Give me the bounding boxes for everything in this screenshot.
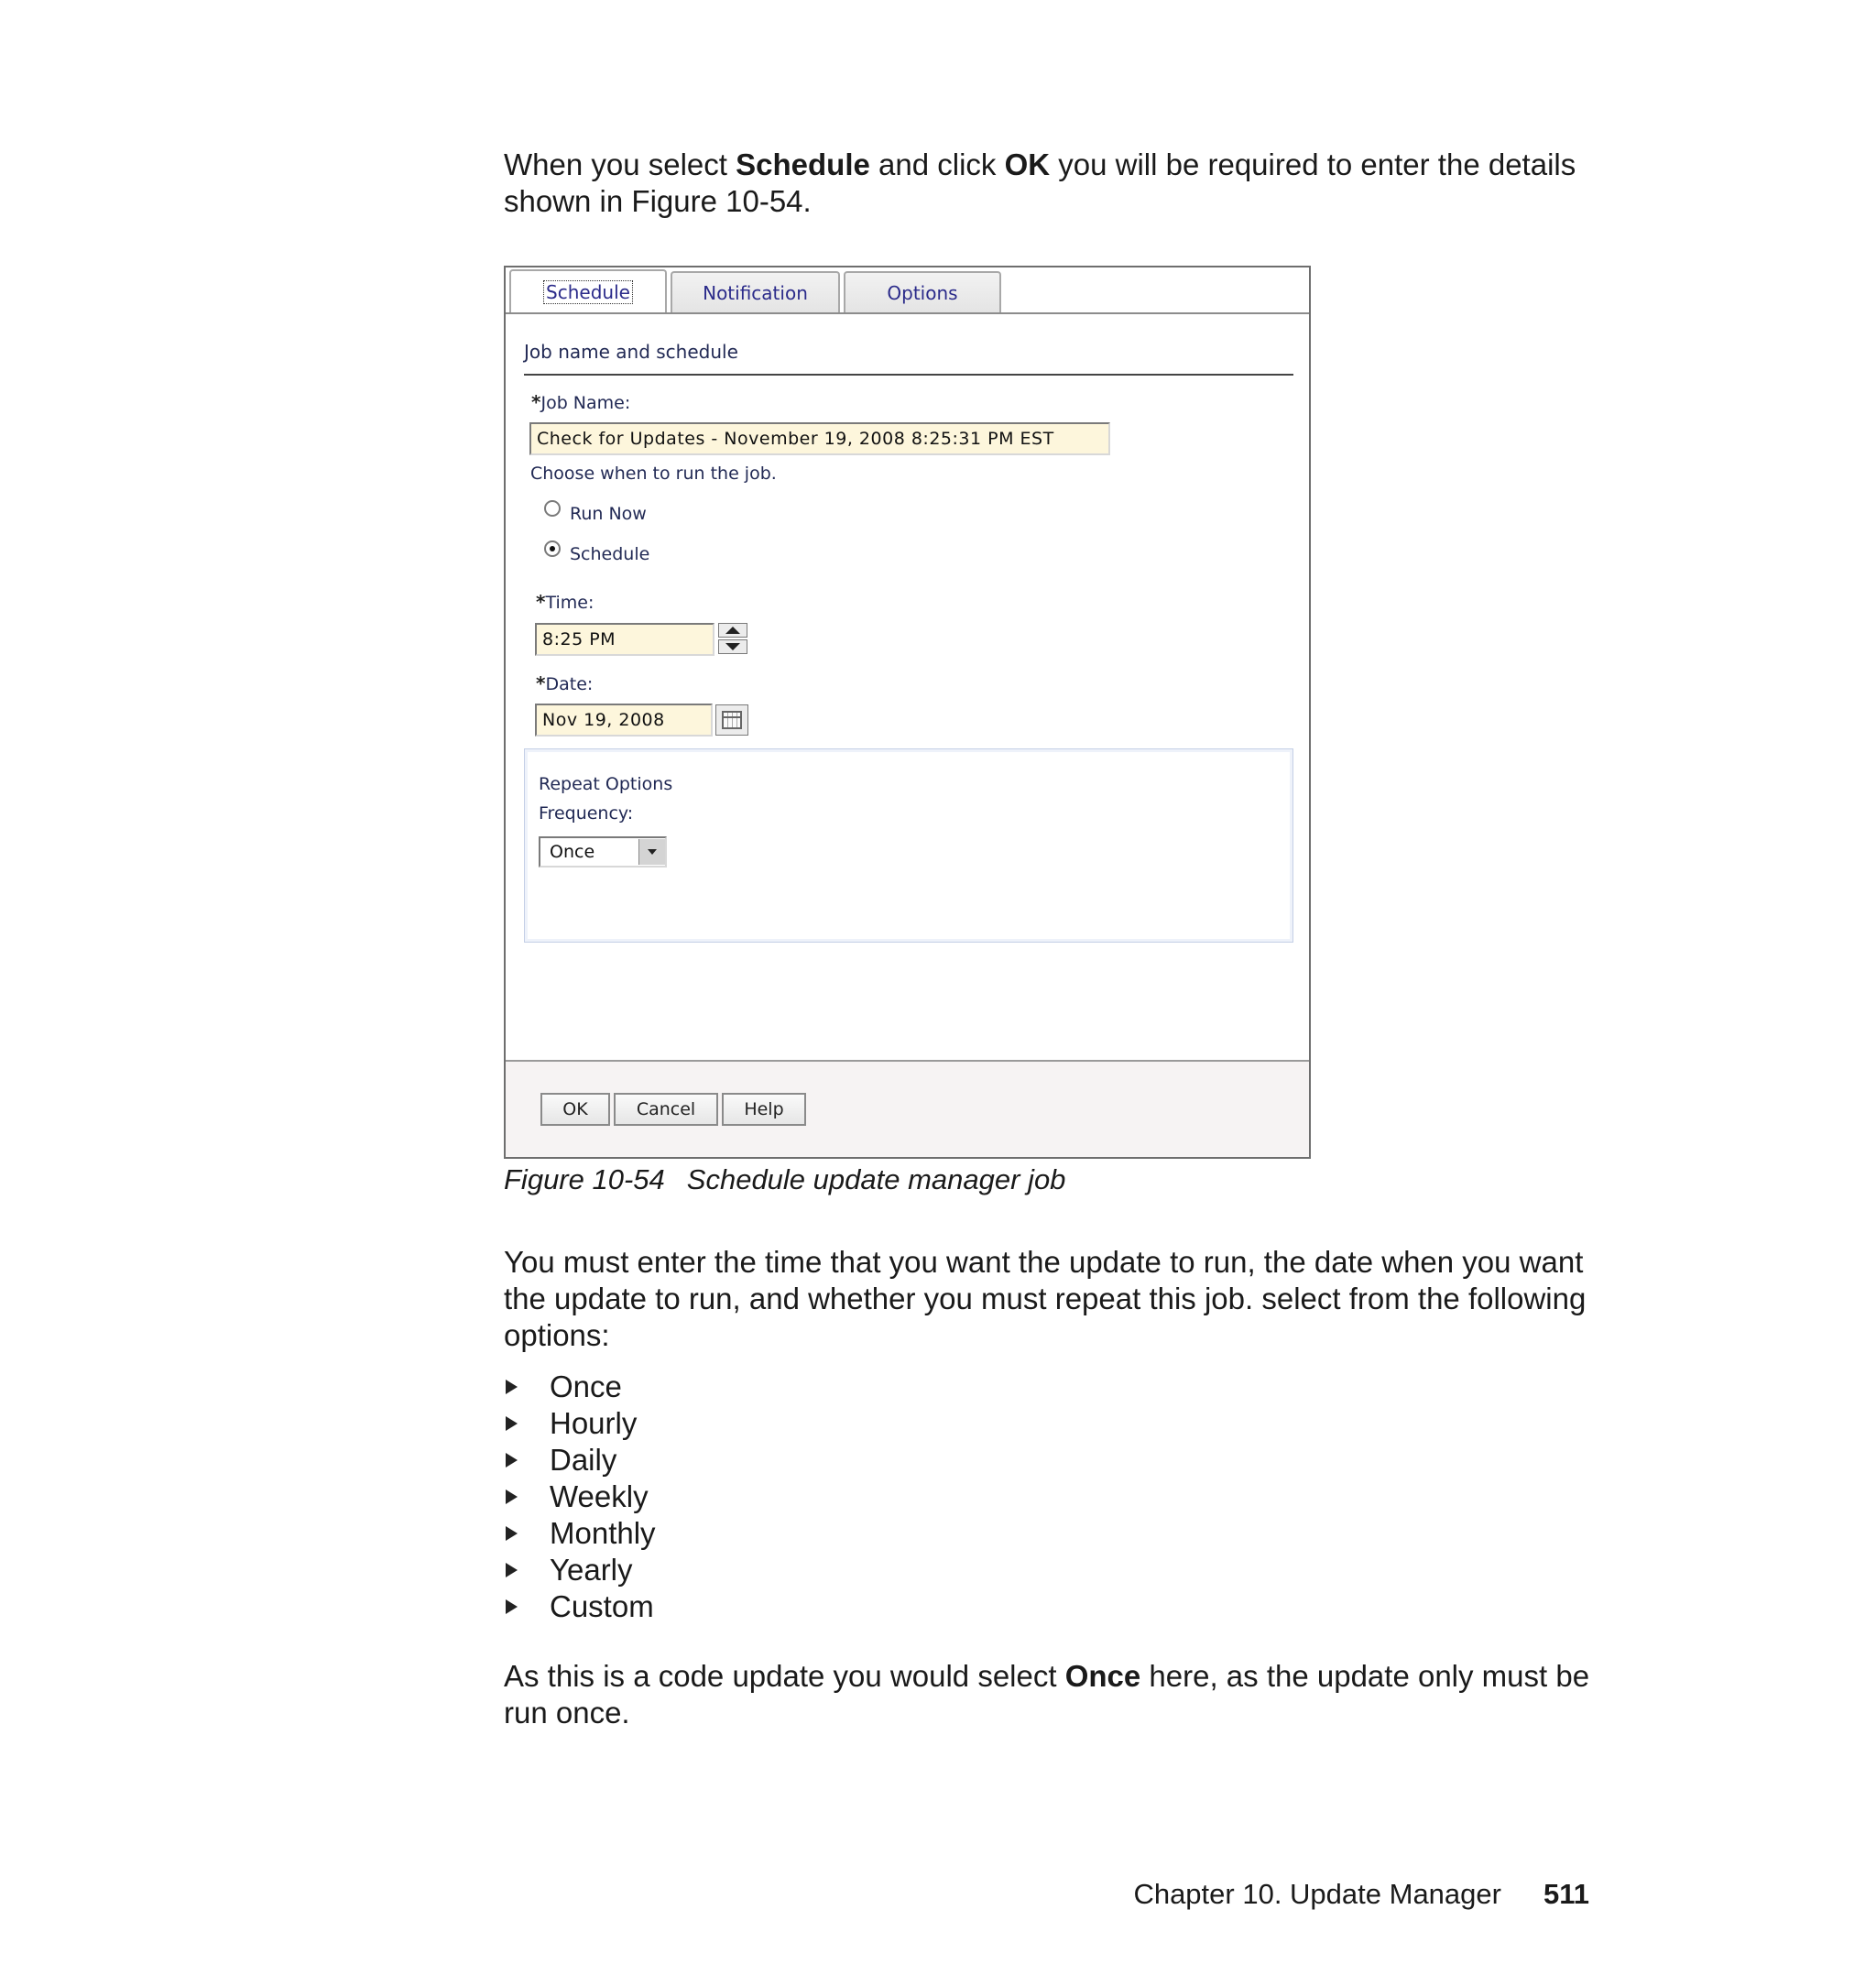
run-now-radio[interactable]: Run Now	[544, 504, 647, 524]
arrow-up-icon	[725, 627, 740, 634]
frequency-options-list	[504, 1369, 656, 1625]
list-item: Weekly	[504, 1479, 656, 1515]
list-item: Daily	[504, 1442, 656, 1479]
frequency-label: Frequency:	[539, 803, 634, 824]
arrow-down-icon	[725, 643, 740, 650]
bullet-triangle-icon	[506, 1563, 518, 1577]
dialog-footer	[506, 1060, 1309, 1157]
spin-down-button[interactable]	[718, 639, 747, 654]
repeat-options-panel	[524, 748, 1293, 943]
time-spinner	[718, 623, 747, 654]
list-item: Yearly	[504, 1552, 656, 1588]
spin-up-button[interactable]	[718, 623, 747, 638]
instructions-paragraph: You must enter the time that you want the update to run, the date when you want the update to run, and whether you must repeat this job. select from the following options:	[504, 1245, 1587, 1352]
bullet-triangle-icon	[506, 1526, 518, 1541]
bullet-triangle-icon	[506, 1599, 518, 1614]
frequency-select[interactable]: Once	[539, 836, 667, 868]
cancel-button[interactable]: Cancel	[614, 1093, 718, 1126]
job-name-label: *Job Name:	[531, 391, 631, 413]
bullet-triangle-icon	[506, 1453, 518, 1468]
list-item: Monthly	[504, 1515, 656, 1552]
intro-paragraph: When you select Schedule and click OK you will be required to enter the details shown in Figure 10-54.	[504, 147, 1576, 218]
date-input[interactable]: Nov 19, 2008	[535, 704, 713, 737]
calendar-icon	[722, 711, 742, 729]
bullet-triangle-icon	[506, 1416, 518, 1431]
figure-caption: Figure 10-54 Schedule update manager job	[504, 1163, 1066, 1195]
radio-checked-icon	[544, 540, 561, 557]
job-name-input[interactable]: Check for Updates - November 19, 2008 8:25:31 PM EST	[529, 422, 1110, 455]
help-button[interactable]: Help	[722, 1093, 806, 1126]
section-divider	[524, 374, 1293, 376]
page-footer	[1133, 1878, 1589, 1911]
list-item: Once	[504, 1369, 656, 1405]
chapter-title: Chapter 10. Update Manager	[1133, 1878, 1501, 1910]
page-number: 511	[1543, 1878, 1589, 1910]
repeat-options-title: Repeat Options	[539, 774, 673, 794]
date-label: *Date:	[536, 672, 594, 694]
time-input[interactable]: 8:25 PM	[535, 623, 714, 656]
radio-unchecked-icon	[544, 500, 561, 517]
tab-strip	[506, 267, 1309, 314]
list-item: Hourly	[504, 1405, 656, 1442]
tab-schedule[interactable]: Schedule	[509, 269, 667, 312]
bullet-triangle-icon	[506, 1490, 518, 1504]
dropdown-arrow-icon	[638, 839, 665, 865]
bullet-triangle-icon	[506, 1380, 518, 1394]
schedule-dialog-screenshot	[504, 266, 1311, 1159]
tab-notification[interactable]: Notification	[671, 271, 840, 312]
section-title: Job name and schedule	[524, 341, 738, 363]
conclusion-paragraph: As this is a code update you would select Once here, as the update only must be run once.	[504, 1659, 1590, 1730]
ok-button[interactable]: OK	[540, 1093, 610, 1126]
schedule-radio[interactable]: Schedule	[544, 544, 649, 564]
list-item: Custom	[504, 1588, 656, 1625]
choose-when-label: Choose when to run the job.	[530, 464, 777, 484]
time-label: *Time:	[536, 591, 594, 613]
calendar-button[interactable]	[715, 704, 748, 736]
tab-options[interactable]: Options	[844, 271, 1001, 312]
